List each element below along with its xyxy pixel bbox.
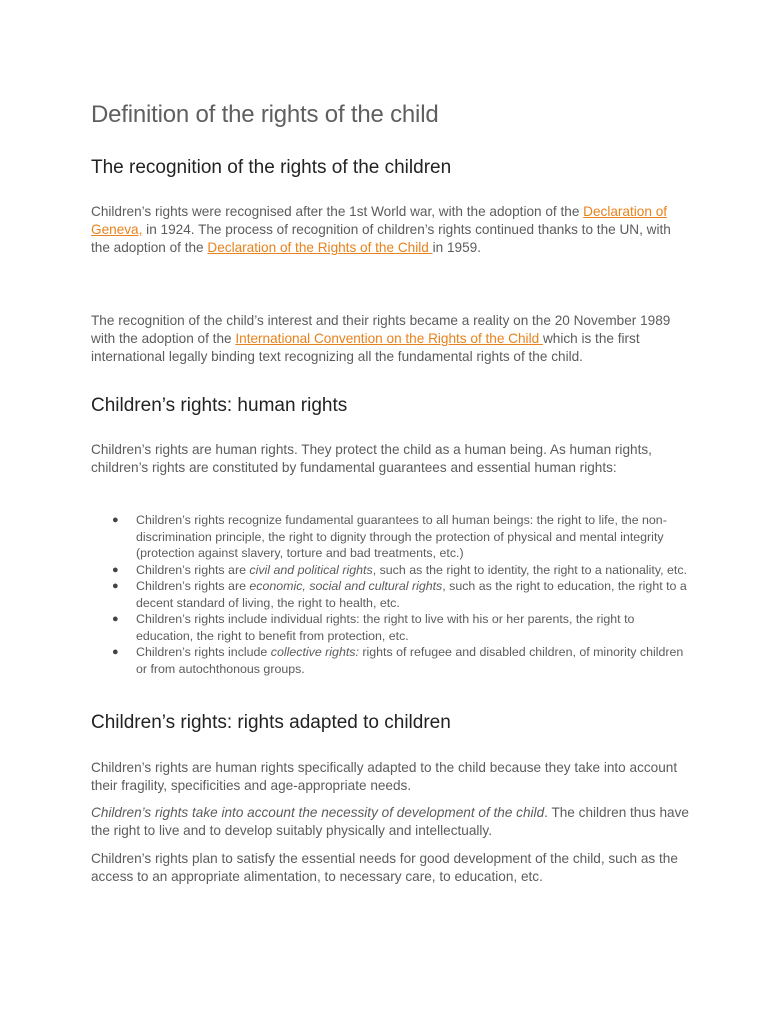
list-item: ● Children’s rights recognize fundamental guarantees to all human beings: the right to life, the non-discrimination principle, the right to dignity through the protection of physical and mental integrity (protection against slavery, torture and bad treatments, etc.)	[112, 513, 667, 560]
paragraph-text: . The children thus have the right to live and to develop suitably physically and intellectually.	[91, 805, 689, 838]
emphasis-text: Children’s rights take into account the necessity of development of the child	[91, 805, 545, 820]
paragraph-text: Children’s rights were recognised after the 1st World war, with the adoption of the	[91, 204, 584, 219]
paragraph-recognition-2	[91, 312, 691, 366]
list-item: ● Children’s rights are economic, social and cultural rights, such as the right to education, the right to a decent standard of living, the right to health, etc.	[112, 579, 687, 610]
link-declaration-rights-of-child[interactable]: Declaration of the Rights of the Child	[207, 240, 433, 255]
page-title: Definition of the rights of the child	[91, 101, 439, 128]
paragraph-text: The recognition of the child’s interest and their rights became a reality on the 20 November 1989 with the adoption of the	[91, 313, 671, 346]
paragraph-text: in 1959.	[432, 240, 481, 255]
bullet-icon: ●	[112, 646, 119, 658]
human-rights-list	[91, 512, 691, 677]
paragraph-recognition-1	[91, 203, 691, 257]
list-item: ● Children’s rights are civil and political rights, such as the right to identity, the right to a nationality, etc.	[112, 562, 687, 577]
paragraph-text: which is the first international legally binding text recognizing all the fundamental rights of the child.	[91, 331, 640, 364]
bullet-icon: ●	[112, 613, 119, 625]
section-heading-recognition: The recognition of the rights of the children	[91, 157, 452, 178]
link-international-convention[interactable]: International Convention on the Rights of the Child	[235, 331, 543, 346]
bullet-icon: ●	[112, 563, 119, 576]
link-declaration-of-geneva[interactable]: Declaration of Geneva,	[91, 204, 668, 237]
bullet-icon: ●	[112, 580, 119, 592]
bullet-icon: ●	[112, 514, 119, 526]
paragraph-text: in 1924. The process of recognition of children’s rights continued thanks to the UN, with the adoption of the	[91, 222, 671, 255]
paragraph-human-rights: Children’s rights are human rights. They protect the child as a human being. As human rights, children’s rights are constituted by fundamental guarantees and essential human rights:	[91, 442, 652, 475]
list-item: ● Children’s rights include individual rights: the right to live with his or her parents, the right to education, the right to benefit from protection, etc.	[112, 612, 635, 643]
section-heading-human-rights: Children’s rights: human rights	[91, 395, 348, 416]
paragraph-adapted-1: Children’s rights are human rights specifically adapted to the child because they take into account their fragility, specificities and age-appropriate needs.	[91, 760, 678, 793]
section-heading-adapted-rights: Children’s rights: rights adapted to children	[91, 712, 451, 733]
list-item: ● Children’s rights include collective rights: rights of refugee and disabled children, of minority children or from autochthonous groups.	[112, 645, 684, 676]
paragraph-adapted-3: Children’s rights plan to satisfy the essential needs for good development of the child, such as the access to an appropriate alimentation, to necessary care, to education, etc.	[91, 851, 678, 884]
paragraph-adapted-2	[91, 804, 691, 840]
